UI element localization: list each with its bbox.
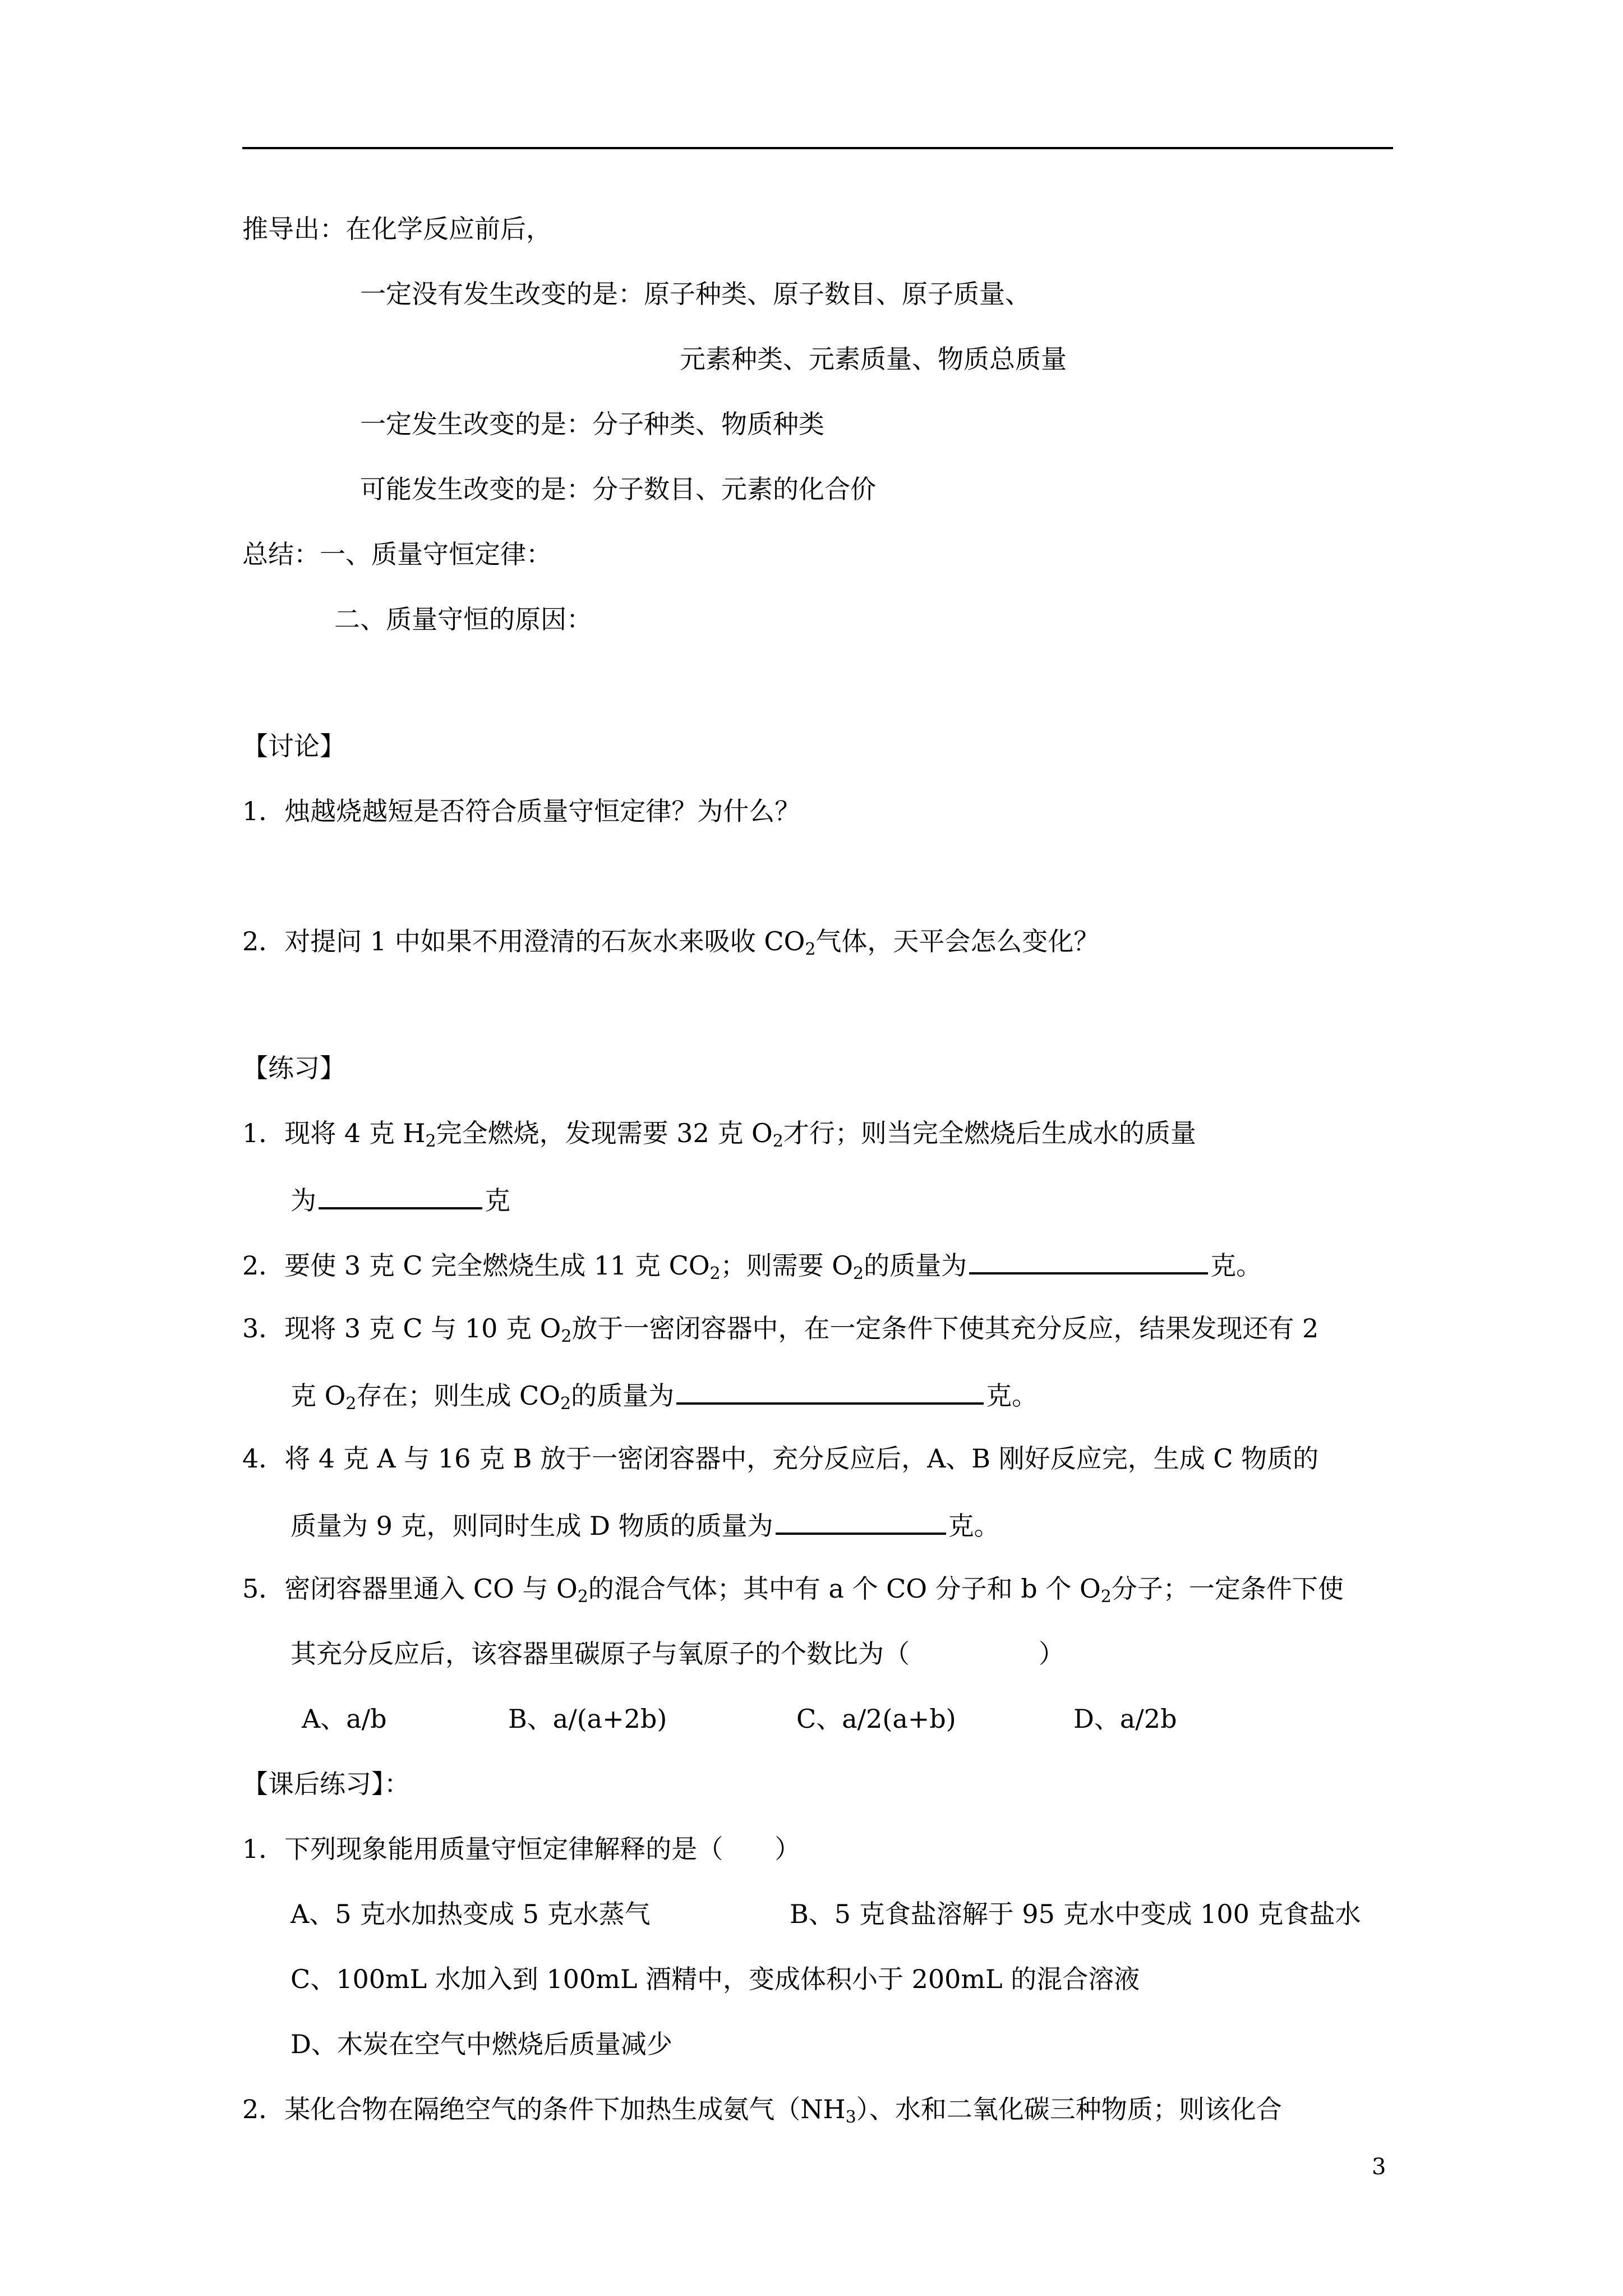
homework-q1-option-d: D、木炭在空气中燃烧后质量减少 (291, 2029, 672, 2059)
answer-blank[interactable] (676, 1377, 984, 1405)
discussion-q1: 1．烛越烧越短是否符合质量守恒定律？为什么？ (242, 796, 801, 826)
homework-q1-option-c: C、100mL 水加入到 100mL 酒精中，变成体积小于 200mL 的混合溶液 (291, 1964, 1140, 1994)
option-a: A、a/b (302, 1704, 387, 1734)
summary-line-1: 总结：一、质量守恒定律： (242, 539, 552, 569)
answer-blank[interactable] (969, 1246, 1208, 1274)
unchanged-line-1: 一定没有发生改变的是：原子种类、原子数目、原子质量、 (360, 279, 1031, 309)
derive-intro: 推导出：在化学反应前后， (242, 214, 552, 244)
practice-q4-line-2: 质量为 9 克，则同时生成 D 物质的质量为 克。 (291, 1507, 1000, 1543)
practice-q1: 1．现将 4 克 $H_2$完全燃烧，发现需要 32 克 $O_2$才行；则当完全燃烧后生成水的质量 (242, 1118, 1196, 1151)
summary-line-2: 二、质量守恒的原因： (334, 604, 592, 634)
changed-line: 一定发生改变的是：分子种类、物质种类 (360, 409, 824, 439)
practice-q3-line-1: 3．现将 3 克 C 与 10 克 $O_2$放于一密闭容器中，在一定条件下使其充分反应，结果发现还有 2 (242, 1313, 1319, 1346)
practice-q5-line-2: 其充分反应后，该容器里碳原子与氧原子的个数比为（ ） (291, 1639, 1064, 1669)
page-number: 3 (1372, 2154, 1386, 2180)
practice-q1-answer: 为 克 (291, 1181, 510, 1217)
option-d: D、a/2b (1073, 1704, 1177, 1734)
answer-blank[interactable] (319, 1181, 482, 1209)
practice-heading: 【练习】 (242, 1053, 345, 1083)
unchanged-line-2: 元素种类、元素质量、物质总质量 (680, 344, 1067, 374)
discussion-q2: 2．对提问 1 中如果不用澄清的石灰水来吸收 $CO_2$气体，天平会怎么变化？ (242, 926, 1100, 959)
homework-q1-option-a: A、5 克水加热变成 5 克水蒸气 (291, 1899, 651, 1929)
practice-q4-line-1: 4．将 4 克 A 与 16 克 B 放于一密闭容器中，充分反应后，A、B 刚好反应完，生成 C 物质的 (242, 1443, 1319, 1474)
maybe-line: 可能发生改变的是：分子数目、元素的化合价 (360, 474, 876, 504)
practice-q5-line-1: 5．密闭容器里通入 CO 与 $O_2$的混合气体；其中有 a 个 CO 分子和 b 个 $O_2$分子；一定条件下使 (242, 1573, 1344, 1607)
answer-blank[interactable] (776, 1507, 946, 1535)
option-c: C、a/2(a+b) (796, 1704, 956, 1734)
homework-q1: 1．下列现象能用质量守恒定律解释的是（ ） (242, 1834, 801, 1864)
option-b: B、a/(a+2b) (508, 1704, 667, 1734)
homework-q1-option-b: B、5 克食盐溶解于 95 克水中变成 100 克食盐水 (790, 1899, 1361, 1929)
discussion-heading: 【讨论】 (242, 731, 345, 761)
homework-heading: 【课后练习】： (242, 1769, 410, 1799)
homework-q2: 2．某化合物在隔绝空气的条件下加热生成氨气$(NH_3)$、水和二氧化碳三种物质；则该化合 (242, 2094, 1282, 2127)
practice-q2: 2．要使 3 克 C 完全燃烧生成 11 克 $CO_2$；则需要 $O_2$的质量为 克。 (242, 1246, 1262, 1282)
practice-q3-line-2: 克 $O_2$存在；则生成 $CO_2$的质量为 克。 (291, 1377, 1038, 1412)
header-rule (242, 147, 1393, 149)
